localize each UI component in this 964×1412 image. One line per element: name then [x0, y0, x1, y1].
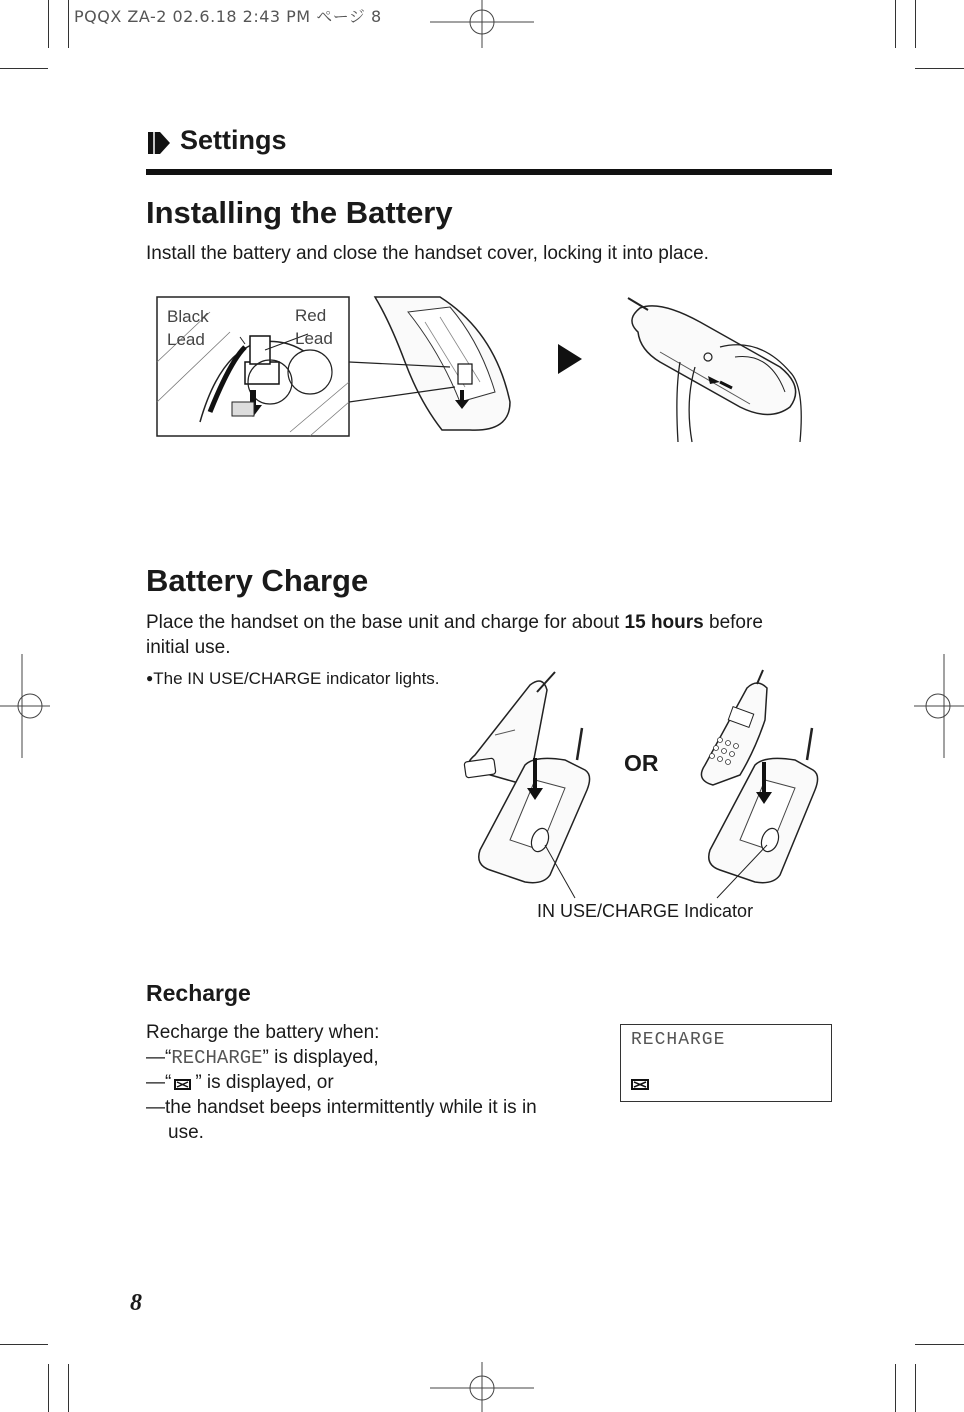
crop-mark [915, 1344, 964, 1345]
recharge-item-3 [146, 1095, 537, 1145]
arrow-icon [146, 130, 172, 156]
crop-mark [915, 0, 916, 48]
header-rule [146, 169, 832, 175]
installing-text: Install the battery and close the handset cover, locking it into place. [146, 243, 709, 264]
crop-mark [0, 1344, 48, 1345]
charge-text [146, 610, 836, 660]
right-arrow-icon [556, 342, 584, 376]
recharge-intro: Recharge the battery when: [146, 1022, 380, 1043]
red-lead-label-2: Lead [295, 329, 333, 348]
recharge-item-3-line2: use. [168, 1122, 204, 1143]
black-lead-label-2: Lead [167, 330, 205, 349]
black-lead-label-1: Black [167, 307, 209, 326]
recharge-item-2 [146, 1070, 334, 1095]
base-unit-illustration [455, 670, 835, 910]
handset-cover-illustration [620, 292, 820, 444]
or-label: OR [624, 750, 659, 776]
battery-empty-icon [174, 1077, 192, 1091]
charge-bullet [146, 666, 440, 691]
recharge-item-2-suffix: ” is displayed, or [195, 1072, 334, 1093]
print-slug: PQQX ZA-2 02.6.18 2:43 PM ページ 8 [74, 7, 382, 26]
charge-bullet-text: The IN USE/CHARGE indicator lights. [153, 669, 440, 688]
charge-text-part1: Place the handset on the base unit and charge for about [146, 612, 625, 633]
crop-mark [48, 1364, 49, 1412]
recharge-item-1-prefix: —“ [146, 1047, 172, 1068]
lcd-battery-empty-icon [631, 1077, 651, 1091]
recharge-item-2-prefix: —“ [146, 1072, 172, 1093]
indicator-label: IN USE/CHARGE Indicator [537, 901, 754, 921]
charge-text-part2: before [703, 612, 763, 633]
recharge-title: Recharge [146, 980, 251, 1006]
registration-mark-top [430, 0, 534, 50]
crop-mark [48, 0, 49, 48]
bullet-mark: ● [146, 671, 154, 685]
recharge-item-1-suffix: ” is displayed, [262, 1047, 379, 1068]
crop-mark [895, 0, 896, 48]
section-header: Settings [180, 125, 287, 155]
charge-title: Battery Charge [146, 563, 369, 598]
battery-install-illustration [150, 292, 530, 442]
red-lead-label-1: Red [295, 306, 327, 325]
recharge-item-1-code: RECHARGE [171, 1047, 263, 1069]
crop-mark [68, 0, 69, 48]
lcd-text: RECHARGE [631, 1030, 726, 1050]
crop-mark [0, 68, 48, 69]
page-number: 8 [130, 1290, 142, 1316]
recharge-item-1 [146, 1045, 379, 1071]
crop-mark [895, 1364, 896, 1412]
registration-mark-right [914, 654, 964, 758]
charge-text-line2: initial use. [146, 637, 231, 658]
registration-mark-left [0, 654, 50, 758]
crop-mark [915, 68, 964, 69]
registration-mark-bottom [430, 1362, 534, 1412]
charge-hours: 15 hours [624, 612, 704, 633]
recharge-item-3-line1: —the handset beeps intermittently while it is in [146, 1097, 537, 1118]
lcd-display [620, 1024, 832, 1102]
crop-mark [915, 1364, 916, 1412]
installing-title: Installing the Battery [146, 195, 453, 230]
crop-mark [68, 1364, 69, 1412]
